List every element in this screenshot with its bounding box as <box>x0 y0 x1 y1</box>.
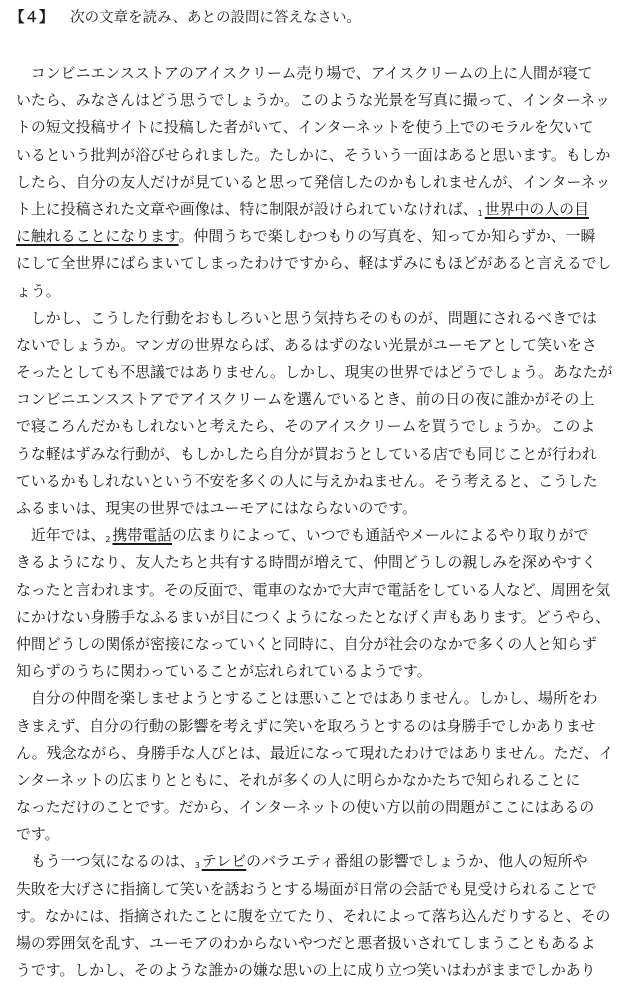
passage-line <box>16 767 616 794</box>
passage-line <box>16 685 616 712</box>
passage-line <box>16 87 616 114</box>
passage-text: ょう。 <box>16 281 61 300</box>
passage-line <box>16 250 616 277</box>
passage-text: ト上に投稿された文章や画像は、特に制限が設けられていなければ、 <box>16 199 478 218</box>
passage-line <box>16 305 616 332</box>
question-instruction: 次の文章を読み、あとの設問に答えなさい。 <box>70 10 361 26</box>
passage-text: そったとしても不思議ではありません。しかし、現実の世界ではどうでしょう。あなたが <box>16 363 613 382</box>
underlined-phrase: 世界中の人の目 <box>484 199 589 218</box>
passage-text: 場の雰囲気を乱す、ユーモアのわからないやつだと悪者扱いされてしまうこともあるよ <box>16 934 596 952</box>
passage-line <box>16 957 616 984</box>
passage-text: うな軽はずみな行動が、もしかしたら自分が買おうとしている店でも同じことが行われ <box>16 444 597 463</box>
passage-line <box>16 604 616 631</box>
passage-text: ん。残念ながら、身勝手な人びとは、最近になって現れたわけではありません。ただ、イ <box>16 743 614 762</box>
passage-text: ンターネットの広まりとともに、それが多くの人に明らかなかたちで知られることに <box>16 770 581 789</box>
passage-text: きまえず、自分の行動の影響を考えずに笑いを取ろうとするのは身勝手でしかありませ <box>16 716 596 735</box>
passage-line <box>16 549 616 576</box>
passage-text: トの短文投稿サイトに投稿した者がいて、インターネットを使う上でのモラルを欠いて <box>16 118 594 137</box>
underlined-phrase: 携帯電話 <box>112 526 173 545</box>
annotation-number: 1 <box>477 208 483 218</box>
passage-text: なったと言われます。その反面で、電車のなかで大声で電話をしている人など、周囲を気 <box>16 580 611 599</box>
passage-text: うです。しかし、そのような誰かの嫌な思いの上に成り立つ笑いはわがままでしかあり <box>16 961 596 980</box>
passage-line <box>16 468 616 495</box>
passage-text: にかけない身勝手なふるまいが目につくようになったとなげく声もあります。どうやら、 <box>16 607 611 626</box>
passage-text: しかし、こうした行動をおもしろいと思う気持ちそのものが、問題にされるべきでは <box>16 308 597 327</box>
passage-line <box>16 278 616 305</box>
passage-line <box>16 713 616 740</box>
passage-text: ているかもしれないという不安を多くの人に与えかねません。そう考えると、こうした <box>16 471 598 490</box>
passage-text: で寝ころんだかもしれないと考えたら、そのアイスクリームを買うでしょうか。このよ <box>16 417 596 436</box>
passage-line <box>16 903 616 930</box>
passage-line <box>16 930 616 957</box>
passage-text: にして全世界にばらまいてしまったわけですから、軽はずみにもほどがあると言えるでし <box>16 254 612 273</box>
passage-line <box>16 740 616 767</box>
passage-text: きるようになり、友人たちと共有する時間が増えて、仲間どうしの親しみを深めやすく <box>16 553 597 572</box>
passage-line <box>16 821 616 848</box>
passage-line <box>16 794 616 821</box>
passage-line <box>16 196 616 223</box>
passage-text: コンビニエンスストアでアイスクリームを選んでいるとき、前の日の夜に誰かがその上 <box>16 390 595 409</box>
passage-text: 近年では、 <box>16 526 106 545</box>
passage-line <box>16 577 616 604</box>
passage-line <box>16 386 616 413</box>
passage-line <box>16 359 616 386</box>
passage-line <box>16 522 616 549</box>
passage-line <box>16 60 616 87</box>
passage-line <box>16 114 616 141</box>
passage-line <box>16 332 616 359</box>
passage-text: 自分の仲間を楽しませようとすることは悪いことではありません。しかし、場所をわ <box>16 689 598 708</box>
passage-line <box>16 876 616 903</box>
passage-text: 。仲間うちで楽しむつもりの写真を、知ってか知らずか、一瞬 <box>178 227 596 246</box>
passage-text: ふるまいは、現実の世界ではユーモアにはならないのです。 <box>16 499 417 517</box>
underlined-phrase: に触れることになります <box>16 227 179 246</box>
reading-passage <box>16 60 616 984</box>
passage-line <box>16 413 616 440</box>
passage-text: 知らずのうちに関わっていることが忘れられているようです。 <box>16 662 432 681</box>
annotation-number: 3 <box>194 861 200 871</box>
passage-line <box>16 658 616 685</box>
passage-text: の広まりによって、いつでも通話やメールによるやり取りがで <box>172 526 589 545</box>
passage-text: です。 <box>16 825 60 844</box>
passage-line <box>16 142 616 169</box>
passage-text: いたら、みなさんはどう思うでしょうか。このような光景を写真に撮って、インターネッ <box>16 91 610 110</box>
passage-line <box>16 169 616 196</box>
passage-text: したら、自分の友人だけが見ていると思って発信したのかもしれませんが、インターネッ <box>16 172 611 191</box>
passage-text: す。なかには、指摘されたことに腹を立てたり、それによって落ち込んだりすると、その <box>16 906 611 925</box>
passage-text: なっただけのことです。だから、インターネットの使い方以前の問題がここにはあるの <box>16 798 595 817</box>
passage-text: いるという批判が浴びせられました。たしかに、そういう一面はあると思います。もしか <box>16 145 611 164</box>
passage-line <box>16 848 616 875</box>
passage-line <box>16 441 616 468</box>
passage-line <box>16 631 616 658</box>
annotation-number: 2 <box>105 535 111 545</box>
passage-text: ないでしょうか。マンガの世界ならば、あるはずのない光景がユーモアとして笑いをさ <box>16 335 597 354</box>
question-header <box>10 8 361 28</box>
passage-text: のバラエティ番組の影響でしょうか、他人の短所や <box>246 852 588 871</box>
underlined-phrase: テレビ <box>201 852 247 871</box>
passage-text: 失敗を大げさに指摘して笑いを誘おうとする場面が日常の会話でも見受けられることで <box>16 879 597 898</box>
passage-line <box>16 223 616 250</box>
passage-text: コンビニエンスストアのアイスクリーム売り場で、アイスクリームの上に人間が寝て <box>16 64 593 82</box>
question-number: 【４】 <box>10 10 54 26</box>
passage-line <box>16 495 616 522</box>
passage-text: もう一つ気になるのは、 <box>16 852 195 871</box>
passage-text: 仲間どうしの関係が密接になっていくと同時に、自分が社会のなかで多くの人と知らず <box>16 634 597 653</box>
